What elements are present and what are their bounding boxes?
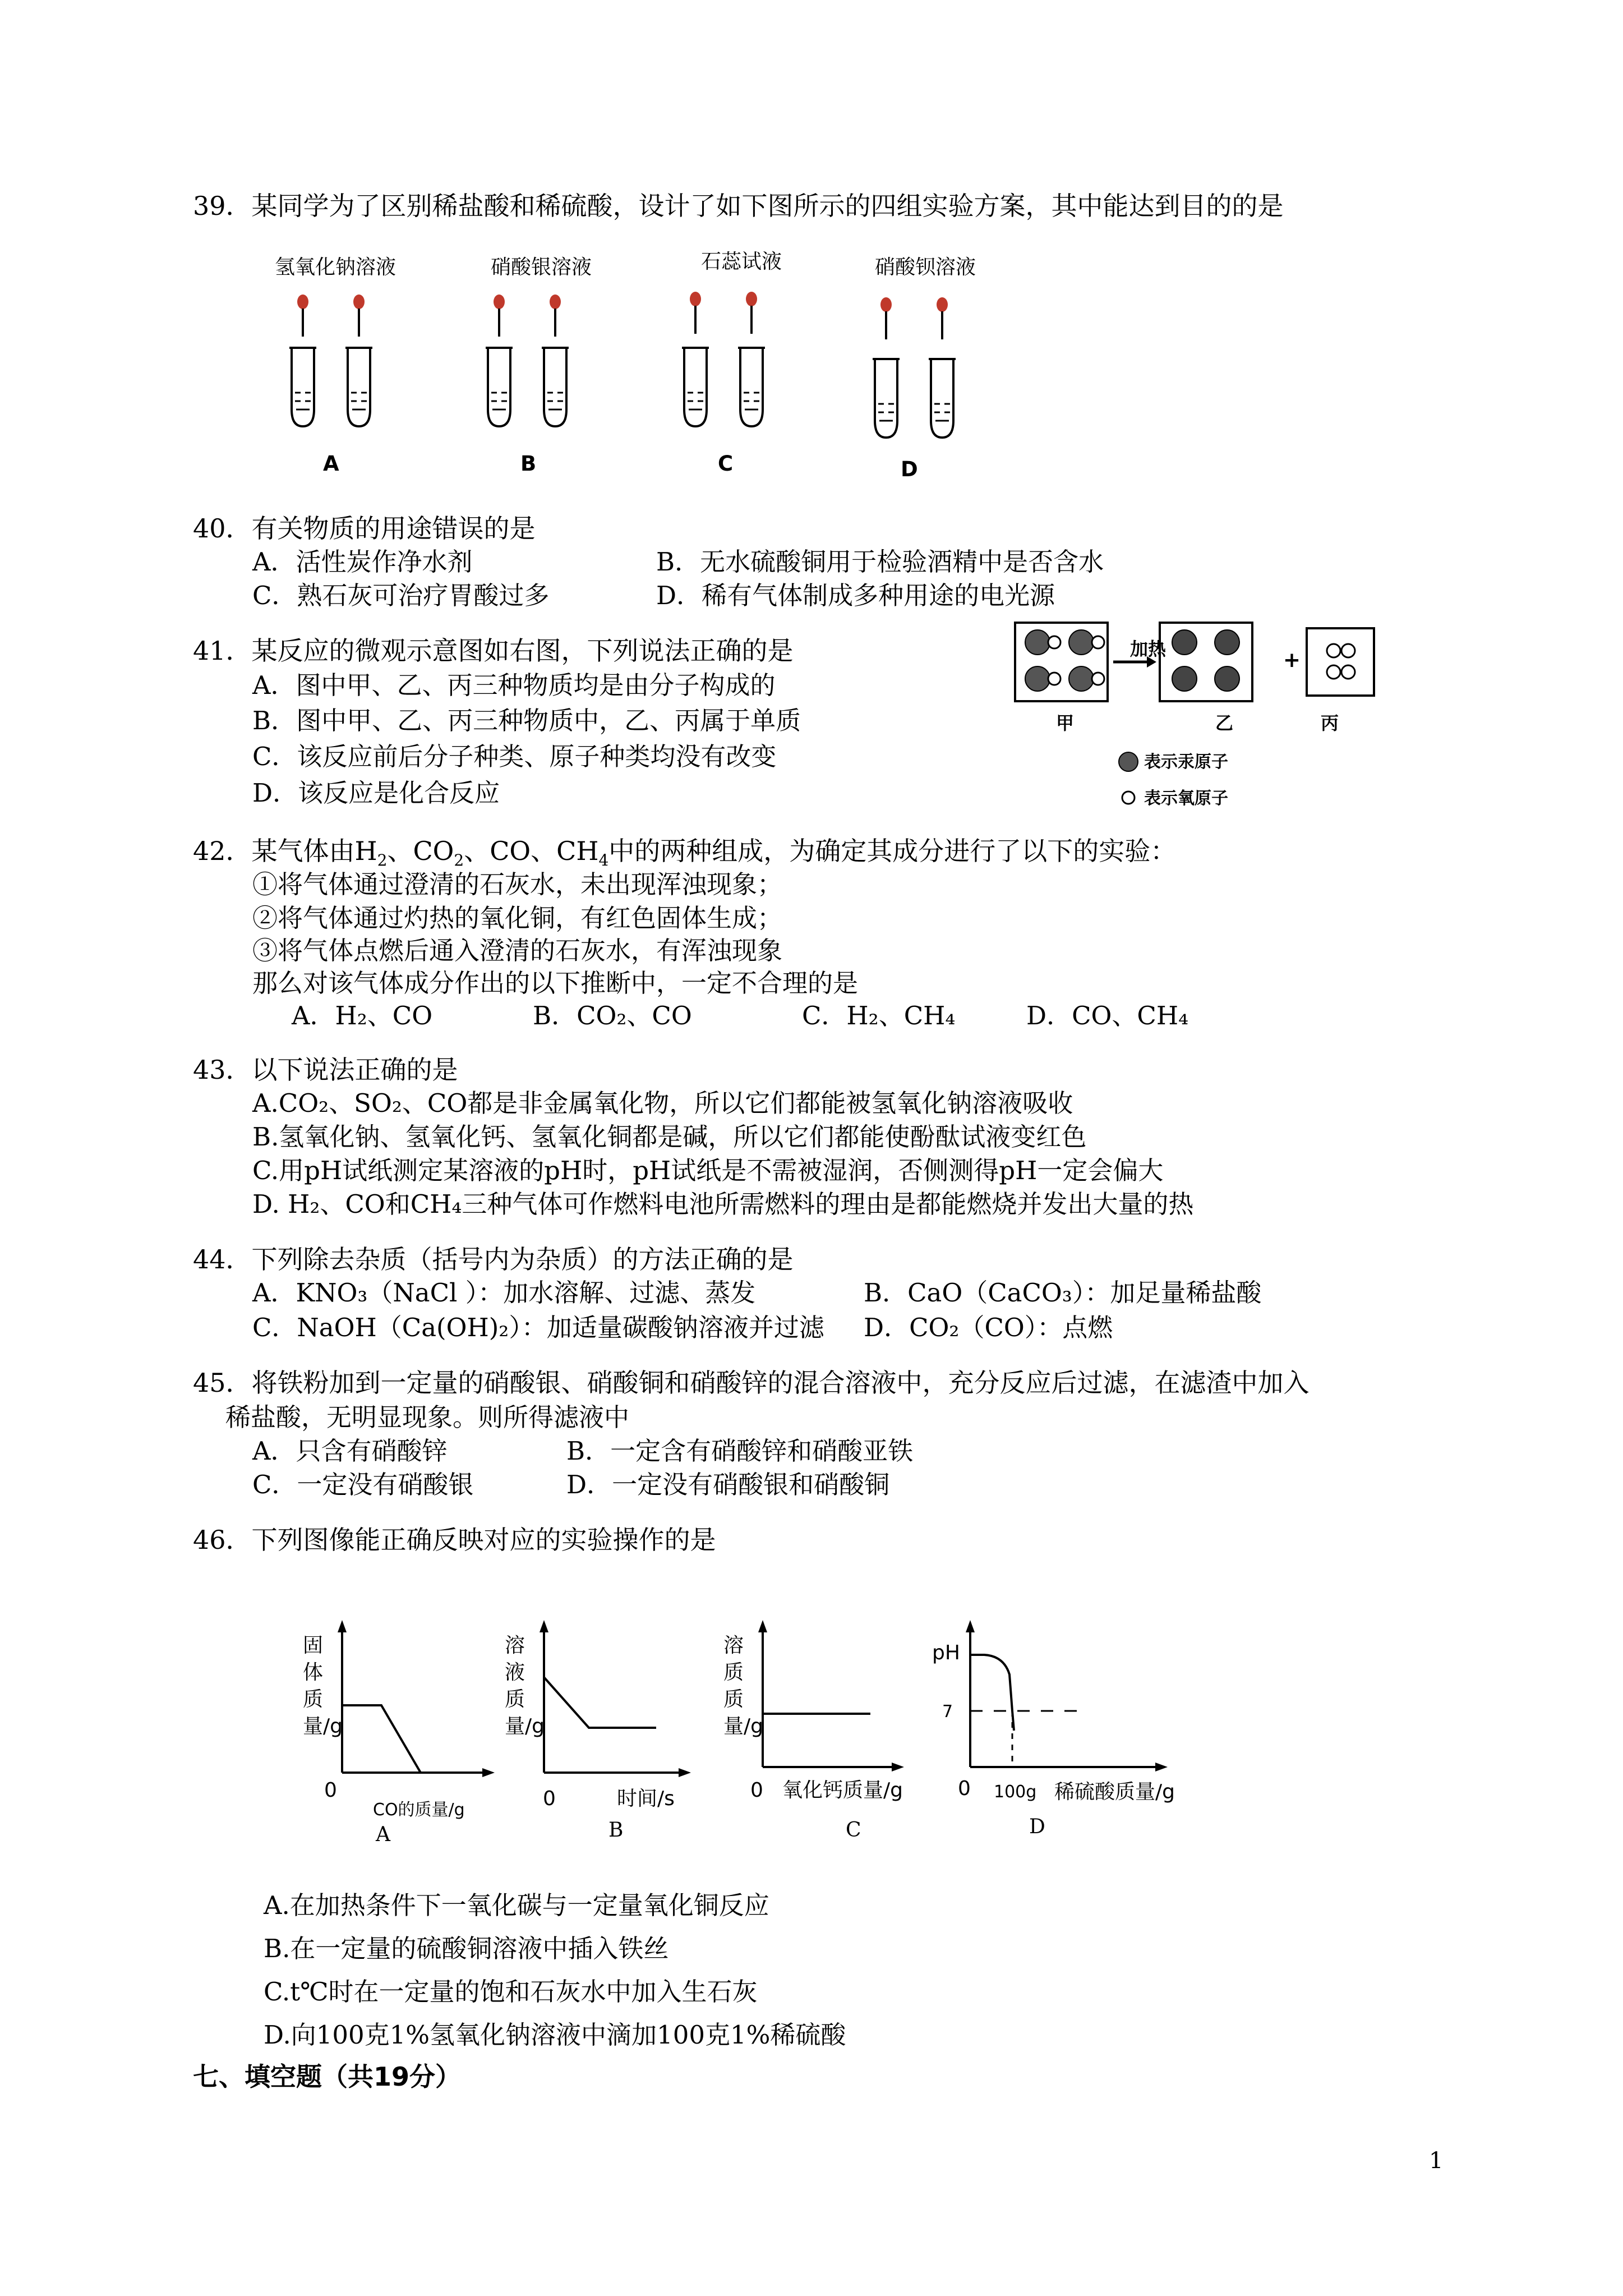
q41-plus-sign: + xyxy=(1283,648,1301,672)
q42-step-2: ②将气体通过灼热的氧化铜，有红色固体生成； xyxy=(252,903,783,933)
q40-option-a: A．活性炭作净水剂 xyxy=(252,547,473,577)
q43-option-d: D. H₂、CO和CH₄三种气体可作燃料电池所需燃料的理由是都能燃烧并发出大量的热 xyxy=(252,1189,1194,1219)
q39-stem: 39．某同学为了区别稀盐酸和稀硫酸，设计了如下图所示的四组实验方案，其中能达到目的的是 xyxy=(193,191,1284,221)
q40-option-d: D．稀有气体制成多种用途的电光源 xyxy=(656,581,1055,610)
q46-graph-b xyxy=(505,1616,707,1801)
q42-option-b: B．CO₂、CO xyxy=(533,1001,692,1030)
q42-option-a: A．H₂、CO xyxy=(292,1001,433,1030)
test-tube-group-b xyxy=(486,295,569,426)
q41-option-b: B．图中甲、乙、丙三种物质中，乙、丙属于单质 xyxy=(252,706,801,735)
q45-stem-line2: 稀盐酸，无明显现象。则所得滤液中 xyxy=(225,1402,630,1432)
q44-option-a: A．KNO₃（NaCl ）：加水溶解、过滤、蒸发 xyxy=(252,1278,756,1308)
q44-stem: 44．下列除去杂质（括号内为杂质）的方法正确的是 xyxy=(193,1244,794,1274)
q41-legend-o: 表示氧原子 xyxy=(1144,789,1228,808)
q45-stem-line1: 45．将铁粉加到一定量的硝酸银、硝酸铜和硝酸锌的混合溶液中，充分反应后过滤，在滤渣中加入 xyxy=(193,1368,1310,1398)
q42-stem-prefix: 42．某气体由H xyxy=(193,836,377,866)
test-tube-group-c xyxy=(682,292,765,426)
q43-option-a: A.CO₂、SO₂、CO都是非金属氧化物，所以它们都能被氢氧化钠溶液吸收 xyxy=(252,1088,1073,1118)
q45-option-c: C．一定没有硝酸银 xyxy=(252,1470,474,1499)
q46-graph-b-letter: B xyxy=(608,1819,624,1842)
q42-question: 那么对该气体成分作出的以下推断中，一定不合理的是 xyxy=(252,968,859,998)
q44-option-b: B．CaO（CaCO₃）：加足量稀盐酸 xyxy=(864,1278,1262,1308)
test-tube-group-d xyxy=(873,297,956,438)
q44-option-d: D．CO₂（CO）：点燃 xyxy=(864,1313,1113,1342)
q40-option-b: B．无水硫酸铜用于检验酒精中是否含水 xyxy=(656,547,1104,577)
q46-graph-a-ylabel: 固体质量/g xyxy=(303,1634,343,1738)
q46-stem: 46．下列图像能正确反映对应的实验操作的是 xyxy=(193,1525,716,1555)
q46-graph-b-origin: 0 xyxy=(543,1787,556,1810)
q46-graph-d-letter: D xyxy=(1029,1815,1045,1838)
q41-option-c: C．该反应前后分子种类、原子种类均没有改变 xyxy=(252,742,777,771)
q39-label-d: D xyxy=(901,457,918,481)
q46-graph-d-ph7: 7 xyxy=(942,1702,953,1722)
q42-option-d: D．CO、CH₄ xyxy=(1026,1001,1189,1030)
q46-graph-d-xlabel: 稀硫酸质量/g xyxy=(1054,1780,1175,1803)
q46-option-b: B.在一定量的硫酸铜溶液中插入铁丝 xyxy=(264,1934,669,1963)
q41-option-d: D．该反应是化合反应 xyxy=(252,778,500,808)
q46-graph-c-xlabel: 氧化钙质量/g xyxy=(782,1779,903,1802)
q43-stem: 43．以下说法正确的是 xyxy=(193,1055,458,1085)
q46-graph-d-ylabel: pH xyxy=(932,1641,960,1664)
q41-stem: 41．某反应的微观示意图如右图，下列说法正确的是 xyxy=(193,636,794,666)
q46-graph-d-x100: 100g xyxy=(994,1782,1037,1802)
q46-graph-a-xlabel: CO的质量/g xyxy=(373,1800,465,1820)
test-tube-group-a xyxy=(289,295,372,426)
q46-option-d: D.向100克1%氢氧化钠溶液中滴加100克1%稀硫酸 xyxy=(264,2020,846,2050)
q46-graph-d xyxy=(920,1616,1189,1801)
q39-label-b: B xyxy=(520,452,537,476)
section-heading: 七、填空题（共19分） xyxy=(193,2062,462,2092)
q41-label-bing: 丙 xyxy=(1321,712,1339,734)
q42-stem: 42．某气体由$H_2$、$CO_2$、CO、$CH_4$中的两种组成，为确定其成分进行了以下的实验： xyxy=(193,836,1177,869)
q45-option-a: A．只含有硝酸锌 xyxy=(252,1436,448,1466)
q39-label-a: A xyxy=(323,452,339,476)
q44-option-c: C．NaOH（Ca(OH)₂）：加适量碳酸钠溶液并过滤 xyxy=(252,1313,824,1342)
q46-graph-a xyxy=(303,1616,505,1801)
q45-option-b: B．一定含有硝酸锌和硝酸亚铁 xyxy=(566,1436,914,1466)
q42-stem-rest: 中的两种组成，为确定其成分进行了以下的实验： xyxy=(608,836,1177,866)
q41-heat-label: 加热 xyxy=(1130,638,1166,660)
q46-option-c: C.t℃时在一定量的饱和石灰水中加入生石灰 xyxy=(264,1977,758,2007)
q39-label-c: C xyxy=(718,452,734,476)
q39-reagent-b: 硝酸银溶液 xyxy=(491,256,592,279)
q46-graph-a-letter: A xyxy=(376,1823,390,1846)
q45-option-d: D．一定没有硝酸银和硝酸铜 xyxy=(566,1470,890,1499)
page-number: 1 xyxy=(1429,2148,1444,2174)
q42-step-1: ①将气体通过澄清的石灰水，未出现浑浊现象； xyxy=(252,869,783,899)
q46-graph-c-ylabel: 溶质质量/g xyxy=(723,1634,763,1738)
q42-option-c: C．H₂、CH₄ xyxy=(802,1001,956,1030)
q39-reagent-d: 硝酸钡溶液 xyxy=(875,256,976,279)
q41-label-yi: 乙 xyxy=(1215,712,1234,734)
q46-graph-c xyxy=(723,1616,909,1801)
q46-graph-c-origin: 0 xyxy=(750,1779,763,1802)
q40-option-c: C．熟石灰可治疗胃酸过多 xyxy=(252,581,550,610)
q43-option-b: B.氢氧化钠、氢氧化钙、氢氧化铜都是碱，所以它们都能使酚酞试液变红色 xyxy=(252,1122,1087,1152)
q43-option-c: C.用pH试纸测定某溶液的pH时，pH试纸是不需被湿润，否侧测得pH一定会偏大 xyxy=(252,1156,1164,1185)
q46-option-a: A.在加热条件下一氧化碳与一定量氧化铜反应 xyxy=(264,1890,769,1920)
q39-reagent-c: 石蕊试液 xyxy=(701,250,782,273)
q46-graph-c-letter: C xyxy=(846,1819,861,1842)
q39-reagent-a: 氢氧化钠溶液 xyxy=(275,256,396,279)
q46-graph-b-xlabel: 时间/s xyxy=(617,1787,675,1810)
q46-graph-a-origin: 0 xyxy=(324,1779,337,1802)
q46-graph-d-origin: 0 xyxy=(958,1777,971,1800)
q41-option-a: A．图中甲、乙、丙三种物质均是由分子构成的 xyxy=(252,670,776,700)
q41-label-jia: 甲 xyxy=(1056,712,1075,734)
q46-graph-b-ylabel: 溶液质量/g xyxy=(505,1634,545,1738)
q40-stem: 40．有关物质的用途错误的是 xyxy=(193,513,536,544)
q41-legend-hg: 表示汞原子 xyxy=(1144,752,1228,772)
q42-step-3: ③将气体点燃后通入澄清的石灰水，有浑浊现象 xyxy=(252,936,783,965)
